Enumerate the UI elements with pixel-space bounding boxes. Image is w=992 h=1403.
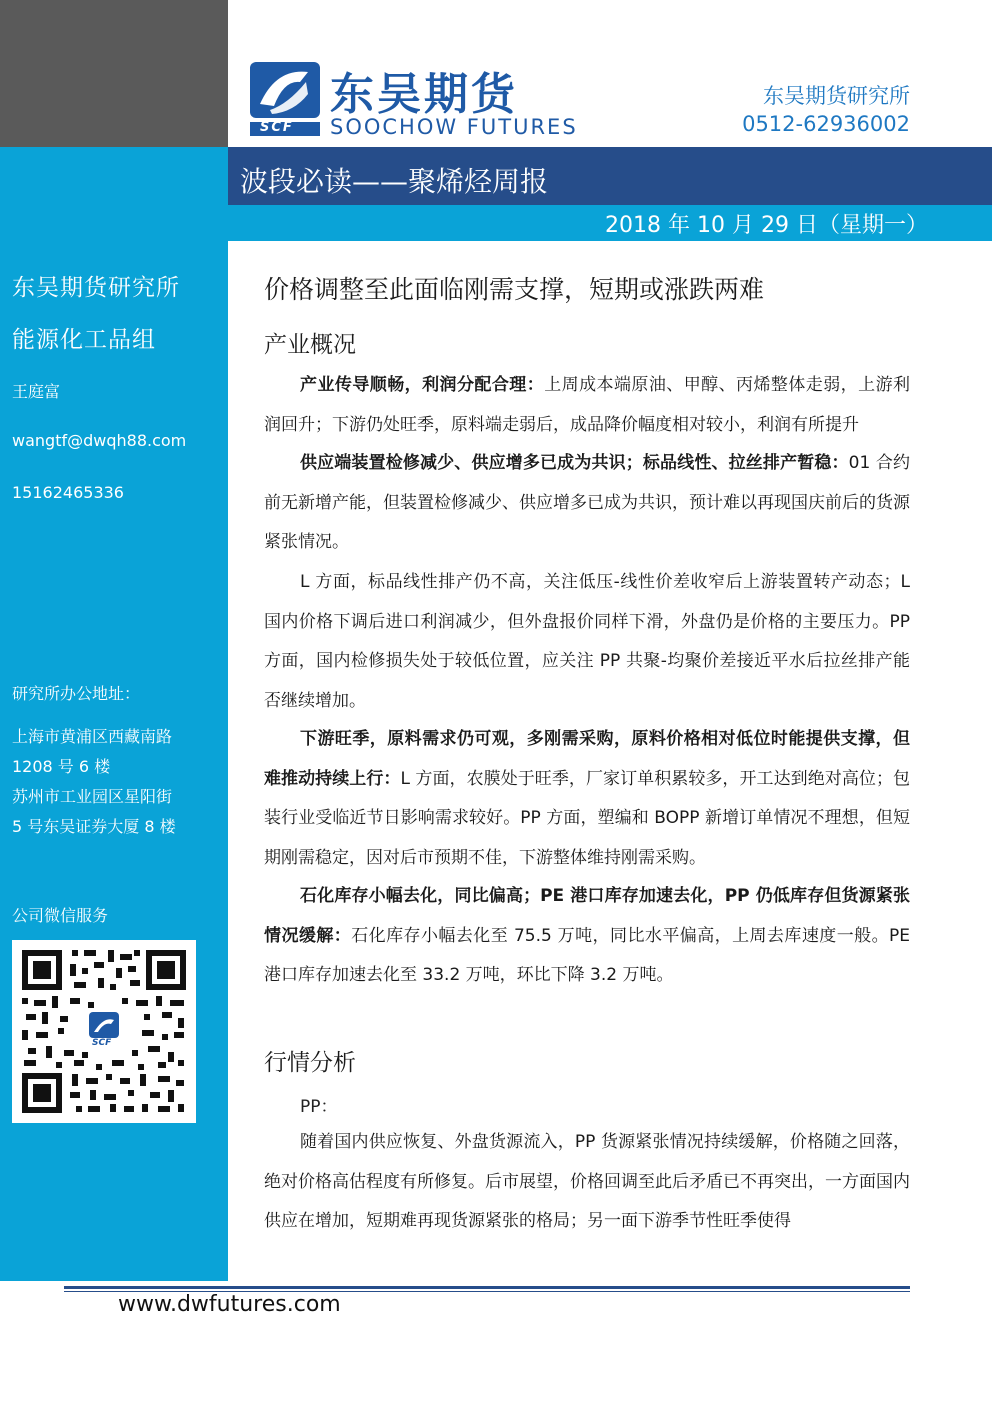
logo-abbr: SCF (260, 120, 294, 135)
report-title: 波段必读——聚烯烃周报 (240, 165, 549, 198)
paragraph-body: 随着国内供应恢复、外盘货源流入，PP 货源紧张情况持续缓解，价格随之回落，绝对价格高估程度有所修复。后市展望，价格回调至此后矛盾已不再突出，一方面国内供应在增加，短期难再现货源紧张的格局；另一面下游季节性旺季使得 (264, 1132, 910, 1231)
header-org: 东吴期货研究所 (763, 84, 910, 108)
section-title: 产业概况 (264, 332, 356, 358)
paragraph (264, 720, 910, 878)
main-heading: 价格调整至此面临刚需支撑，短期或涨跌两难 (264, 275, 765, 304)
sidebar-header-block (0, 0, 228, 147)
sidebar (0, 147, 228, 1281)
subsection-label: PP： (300, 1097, 338, 1117)
sidebar-email[interactable]: wangtf@dwqh88.com (12, 431, 187, 450)
footer-rule (64, 1286, 910, 1289)
paragraph-lead: 供应端装置检修减少、供应增多已成为共识；标品线性、拉丝排产暂稳： (300, 453, 849, 473)
qr-logo-text: SCF (92, 1038, 112, 1048)
header-phone: 0512-62936002 (742, 112, 910, 136)
paragraph (264, 877, 910, 996)
paragraph-body: 01 合约前无新增产能，但装置检修减少、供应增多已成为共识，预计难以再现国庆前后的货源紧张情况。 (264, 453, 910, 552)
sidebar-author: 王庭富 (12, 382, 61, 401)
paragraph (264, 366, 910, 445)
footer-website-link[interactable]: www.dwfutures.com (118, 1292, 341, 1317)
paragraph (264, 563, 910, 721)
sidebar-address-line: 苏州市工业园区星阳街 (12, 787, 173, 806)
sidebar-org: 东吴期货研究所 (12, 275, 180, 301)
sidebar-address-line: 1208 号 6 楼 (12, 757, 111, 776)
paragraph-lead: 产业传导顺畅，利润分配合理： (300, 375, 545, 395)
sidebar-address-line: 5 号东吴证券大厦 8 楼 (12, 817, 176, 836)
logo-english-name: SOOCHOW FUTURES (330, 115, 578, 139)
logo-chinese-name: 东吴期货 (330, 69, 518, 120)
qr-code-image (12, 940, 196, 1123)
paragraph-lead: 下游旺季，原料需求仍可观，多刚需采购，原料价格相对低位时能提供支撑，但难推动持续上行： (264, 729, 910, 789)
paragraph (264, 1123, 910, 1242)
sidebar-wechat-label: 公司微信服务 (12, 906, 109, 925)
sidebar-mobile: 15162465336 (12, 483, 124, 502)
paragraph-body: 石化库存小幅去化至 75.5 万吨，同比水平偏高，上周去库速度一般。PE 港口库存加速去化至 33.2 万吨，环比下降 3.2 万吨。 (264, 925, 911, 985)
paragraph-body: 上周成本端原油、甲醇、丙烯整体走弱，上游利润回升；下游仍处旺季，原料端走弱后，成品降价幅度相对较小，利润有所提升 (264, 375, 911, 435)
paragraph (264, 444, 910, 563)
section-title: 行情分析 (264, 1050, 356, 1076)
sidebar-address-label: 研究所办公地址： (12, 684, 141, 703)
paragraph-lead: 石化库存小幅去化，同比偏高；PE 港口库存加速去化，PP 仍低库存但货源紧张情况缓解： (264, 886, 910, 946)
sidebar-address-line: 上海市黄浦区西藏南路 (12, 727, 173, 746)
paragraph-body: L 方面，农膜处于旺季，厂家订单积累较多，开工达到绝对高位；包装行业受临近节日影响需求较好。PP 方面，塑编和 BOPP 新增订单情况不理想，但短期刚需稳定，因对后市预期不佳，下游整体维持刚需采购。 (264, 768, 911, 868)
report-date: 2018 年 10 月 29 日（星期一） (605, 213, 928, 238)
wechat-qr-code (12, 940, 196, 1123)
sidebar-group: 能源化工品组 (12, 327, 156, 353)
paragraph-body: L 方面，标品线性排产仍不高，关注低压-线性价差收窄后上游装置转产动态；L 国内价格下调后进口利润减少，但外盘报价同样下滑，外盘仍是价格的主要压力。PP 方面，国内检修损失处于较低位置，应关注 PP 共聚-均聚价差接近平水后拉丝排产能否继续增加。 (264, 572, 910, 711)
